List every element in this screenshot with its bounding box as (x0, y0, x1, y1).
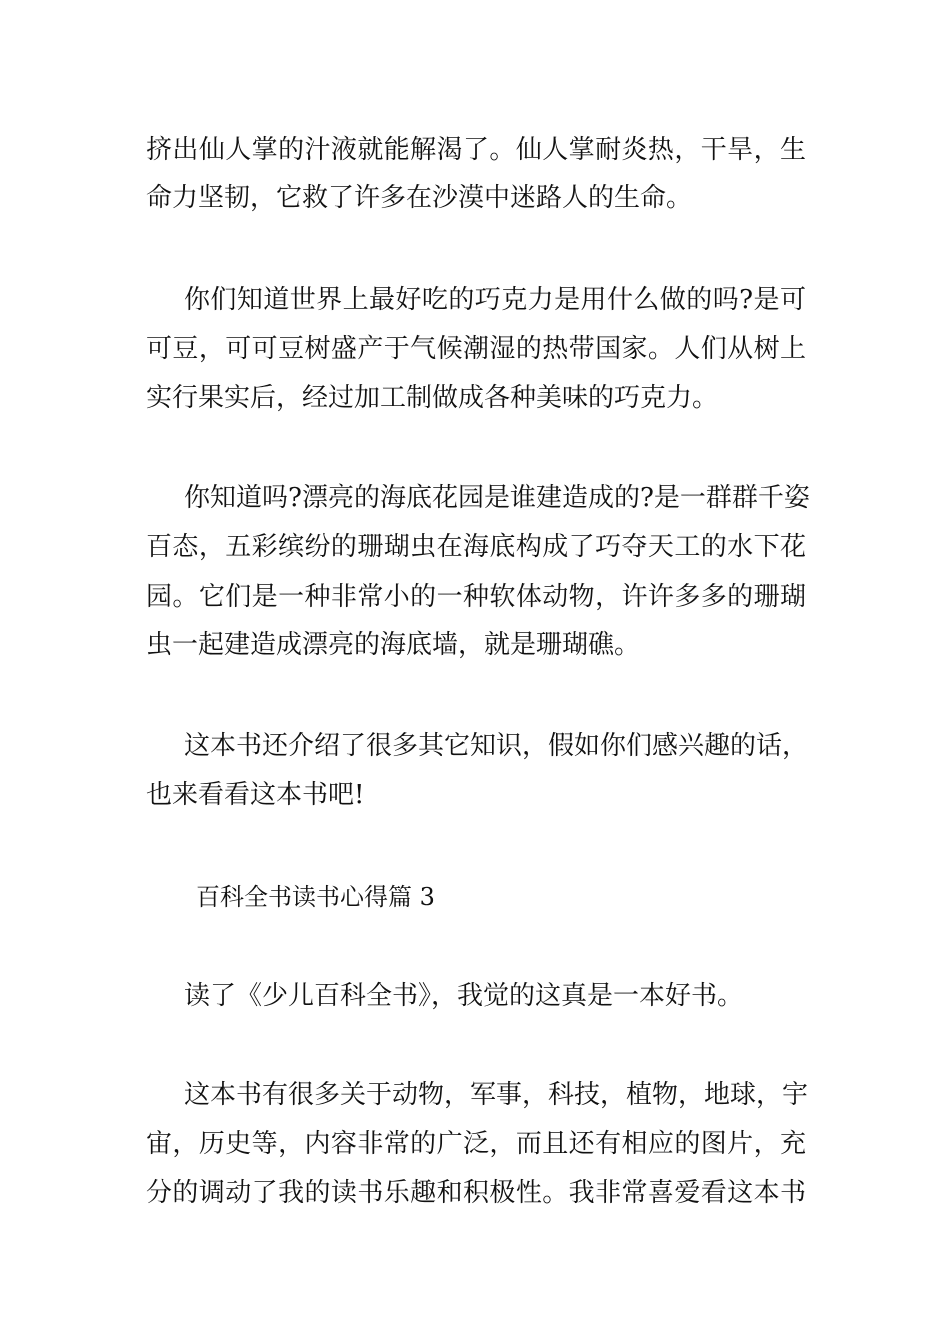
section-heading: 百科全书读书心得篇 3 (196, 883, 435, 911)
paragraph-2-line-3: 实行果实后，经过加工制做成各种美味的巧克力。 (146, 383, 719, 413)
paragraph-6-line-2: 宙，历史等，内容非常的广泛，而且还有相应的图片，充 (146, 1129, 806, 1159)
paragraph-3-line-4: 虫一起建造成漂亮的海底墙，就是珊瑚礁。 (146, 630, 641, 660)
paragraph-1-line-1: 挤出仙人掌的汁液就能解渴了。仙人掌耐炎热，干旱，生 (146, 135, 806, 165)
paragraph-6-line-1: 这本书有很多关于动物，军事，科技，植物，地球，宇 (184, 1080, 809, 1110)
paragraph-2-line-1: 你们知道世界上最好吃的巧克力是用什么做的吗?是可 (184, 285, 806, 315)
paragraph-3-line-2: 百态，五彩缤纷的珊瑚虫在海底构成了巧夺天工的水下花 (146, 532, 806, 562)
paragraph-3-line-3: 园。它们是一种非常小的一种软体动物，许许多多的珊瑚 (146, 582, 806, 612)
paragraph-5-line-1: 读了《少儿百科全书》，我觉的这真是一本好书。 (184, 981, 744, 1011)
paragraph-3-line-1: 你知道吗?漂亮的海底花园是谁建造成的?是一群群千姿 (184, 483, 810, 513)
paragraph-1-line-2: 命力坚韧，它救了许多在沙漠中迷路人的生命。 (146, 183, 693, 213)
paragraph-4-line-2: 也来看看这本书吧! (146, 780, 365, 810)
paragraph-2-line-2: 可豆，可可豆树盛产于气候潮湿的热带国家。人们从树上 (146, 334, 806, 364)
paragraph-6-line-3: 分的调动了我的读书乐趣和积极性。我非常喜爱看这本书 (146, 1178, 806, 1208)
paragraph-4-line-1: 这本书还介绍了很多其它知识，假如你们感兴趣的话， (184, 731, 809, 761)
